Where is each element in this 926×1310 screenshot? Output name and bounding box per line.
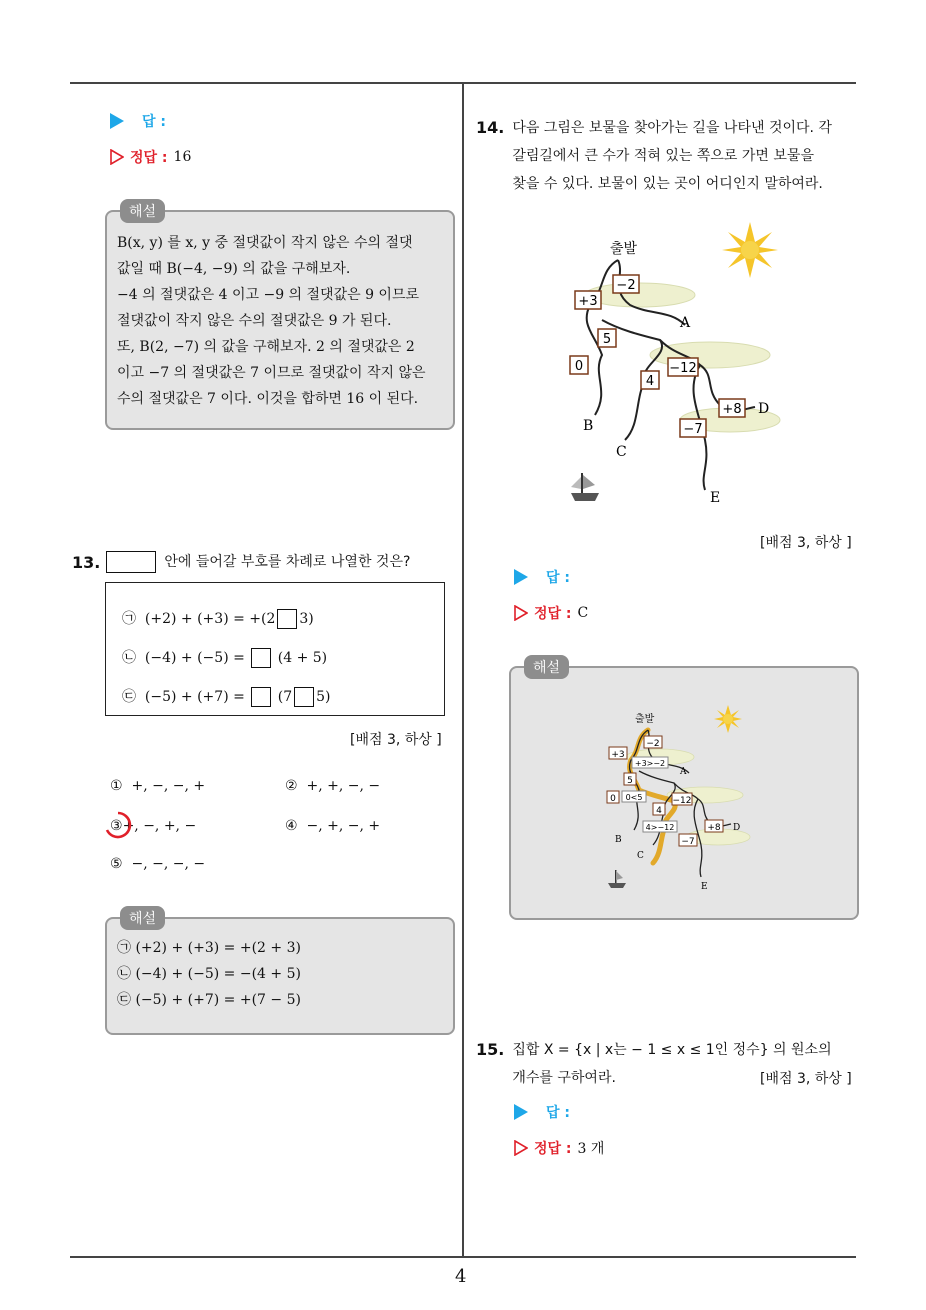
q13-header (72, 548, 410, 576)
explanation-line: ㉠ (+2) + (+3) = +(2 + 3) (117, 940, 301, 956)
q13-item-2 (122, 647, 327, 668)
ship-icon (608, 870, 626, 888)
q15-score: [배점 3, 하상 ] (760, 1071, 852, 1087)
svg-text:C: C (637, 851, 644, 861)
outline-triangle-icon (514, 605, 528, 621)
choice-mark: ① (110, 778, 123, 794)
selected-answer-circle-icon (103, 810, 133, 840)
item-expression: (−4) + (−5) = (144, 650, 245, 666)
q13-choice-4[interactable] (285, 818, 380, 834)
q14-score: [배점 3, 하상 ] (760, 535, 852, 551)
choice-text: −, +, −, + (306, 818, 381, 834)
sign-5 (598, 329, 616, 347)
q13-number: 13. (72, 552, 101, 572)
sun-icon (714, 705, 742, 733)
svg-text:+3>−2: +3>−2 (634, 759, 666, 768)
choice-text: +, −, +, − (122, 818, 197, 834)
item-expression: (−5) + (+7) = (144, 689, 245, 705)
svg-text:0<5: 0<5 (625, 793, 643, 802)
play-arrow-icon (514, 569, 528, 585)
q14-number: 14. (476, 118, 505, 137)
explanation-line: 또, B(2, −7) 의 값을 구해보자. 2 의 절댓값은 2 (117, 339, 415, 355)
explanation-line: 수의 절댓값은 7 이다. 이것을 합하면 16 이 된다. (117, 391, 419, 407)
q15-answer-row (514, 1102, 570, 1122)
q15-correct-value: 3 개 (577, 1141, 605, 1157)
q14-correct-label: 정답 : (534, 606, 572, 622)
svg-text:−12: −12 (669, 361, 697, 376)
svg-text:−7: −7 (683, 422, 703, 437)
item-expression-tail: (4 + 5) (277, 650, 328, 666)
svg-text:+8: +8 (707, 823, 721, 833)
svg-text:−2: −2 (616, 278, 636, 293)
answer-blank (277, 609, 297, 629)
explanation-line: ㉢ (−5) + (+7) = +(7 − 5) (117, 992, 301, 1008)
svg-text:A: A (680, 315, 691, 331)
treasure-map-figure (540, 215, 800, 515)
q13-choice-1[interactable] (110, 778, 205, 794)
sign-plus-3 (575, 291, 601, 309)
q13-blank-box (106, 551, 156, 573)
svg-text:+8: +8 (722, 402, 742, 417)
play-arrow-icon (514, 1104, 528, 1120)
svg-text:5: 5 (627, 776, 633, 786)
q15-correct-row (514, 1138, 604, 1158)
question-line: 다음 그림은 보물을 찾아가는 길을 나타낸 것이다. 각 (512, 120, 832, 136)
explanation-line: −4 의 절댓값은 4 이고 −9 의 절댓값은 9 이므로 (117, 287, 420, 303)
answer-blank (251, 648, 271, 668)
svg-text:D: D (758, 401, 770, 417)
item-expression: (+2) + (+3) = +(2 (144, 611, 276, 627)
choice-mark: ④ (285, 818, 298, 834)
sign-4 (641, 371, 659, 389)
q13-item-3 (122, 686, 331, 707)
sign-plus-8 (719, 399, 745, 417)
item-mark: ㉠ (122, 611, 136, 627)
q15-number: 15. (476, 1040, 505, 1059)
svg-text:A: A (680, 767, 687, 777)
svg-text:+3: +3 (578, 294, 598, 309)
choice-mark: ③ (110, 818, 123, 834)
explanation-line: 절댓값이 작지 않은 수의 절댓값은 9 가 된다. (117, 313, 392, 329)
svg-text:C: C (616, 444, 627, 460)
svg-text:+3: +3 (611, 750, 625, 760)
choice-mark: ⑤ (110, 856, 123, 872)
svg-text:B: B (583, 418, 594, 434)
q14-answer-row (514, 567, 570, 587)
treasure-map-solution-figure (600, 705, 760, 900)
sign-minus-12 (668, 358, 698, 376)
q12-answer-row (110, 111, 166, 131)
bottom-rule (70, 1256, 856, 1258)
choice-mark: ② (285, 778, 298, 794)
svg-text:4>−12: 4>−12 (645, 823, 675, 832)
q13-explanation-tag: 해설 (120, 906, 165, 930)
question-line: 집합 X = {x | x는 − 1 ≤ x ≤ 1인 정수} 의 원소의 (512, 1042, 832, 1058)
svg-text:B: B (615, 835, 622, 845)
q14-explanation-tag: 해설 (524, 655, 569, 679)
answer-blank (251, 687, 271, 707)
svg-text:−2: −2 (646, 739, 660, 749)
q14-correct-value: C (577, 605, 589, 621)
svg-text:−12: −12 (672, 796, 692, 806)
q12-correct-label: 정답 : (130, 150, 168, 166)
q15-correct-label: 정답 : (534, 1141, 572, 1157)
play-arrow-icon (110, 113, 124, 129)
start-label: 출발 (635, 714, 655, 725)
svg-text:E: E (710, 490, 721, 506)
question-line: 찾을 수 있다. 보물이 있는 곳이 어디인지 말하여라. (512, 176, 823, 192)
q12-correct-value: 16 (173, 149, 192, 165)
item-expression-mid: (7 (277, 689, 293, 705)
svg-text:0: 0 (574, 359, 584, 374)
q13-explanation-text (117, 935, 447, 1013)
question-line: 개수를 구하여라. (512, 1070, 616, 1086)
item-expression-tail: 5) (316, 689, 331, 705)
question-line: 갈림길에서 큰 수가 적혀 있는 쪽으로 가면 보물을 (512, 148, 814, 164)
explanation-line: 이고 −7 의 절댓값은 7 이므로 절댓값이 작지 않은 (117, 365, 426, 381)
q14-correct-row (514, 603, 588, 623)
q12-explanation-text (117, 230, 447, 412)
q13-score: [배점 3, 하상 ] (350, 732, 442, 748)
answer-blank (294, 687, 314, 707)
item-expression-tail: 3) (299, 611, 314, 627)
q13-choice-2[interactable] (285, 778, 380, 794)
svg-text:E: E (701, 882, 708, 892)
column-divider (462, 83, 464, 1258)
ship-icon (571, 473, 599, 501)
svg-text:4: 4 (656, 806, 662, 816)
q12-answer-label: 답 : (142, 114, 166, 130)
q12-explanation-tag: 해설 (120, 199, 165, 223)
sign-minus-2 (613, 275, 639, 293)
q13-question-text: 안에 들어갈 부호를 차례로 나열한 것은? (164, 554, 411, 570)
q13-item-1 (122, 608, 314, 629)
sign-minus-7 (680, 419, 706, 437)
q15-answer-label: 답 : (546, 1105, 570, 1121)
item-mark: ㉢ (122, 689, 136, 705)
explanation-line: ㉡ (−4) + (−5) = −(4 + 5) (117, 966, 301, 982)
q14-answer-label: 답 : (546, 570, 570, 586)
explanation-line: 값일 때 B(−4, −9) 의 값을 구해보자. (117, 261, 351, 277)
item-mark: ㉡ (122, 650, 136, 666)
svg-text:0: 0 (610, 794, 616, 804)
q14-question-text (512, 114, 832, 198)
q14-header (476, 114, 832, 198)
explanation-line: B(x, y) 를 x, y 중 절댓값이 작지 않은 수의 절댓 (117, 235, 413, 251)
choice-text: +, +, −, − (306, 778, 381, 794)
q12-correct-row (110, 147, 191, 167)
start-label: 출발 (610, 241, 638, 257)
svg-text:5: 5 (602, 332, 612, 347)
sign-0 (570, 356, 588, 374)
outline-triangle-icon (110, 149, 124, 165)
choice-text: −, −, −, − (131, 856, 206, 872)
svg-text:4: 4 (645, 374, 655, 389)
q13-choice-5[interactable] (110, 856, 205, 872)
svg-text:D: D (733, 823, 741, 833)
svg-text:−7: −7 (681, 837, 695, 847)
choice-text: +, −, −, + (131, 778, 206, 794)
page-number: 4 (455, 1266, 467, 1287)
outline-triangle-icon (514, 1140, 528, 1156)
sun-icon (722, 222, 778, 278)
